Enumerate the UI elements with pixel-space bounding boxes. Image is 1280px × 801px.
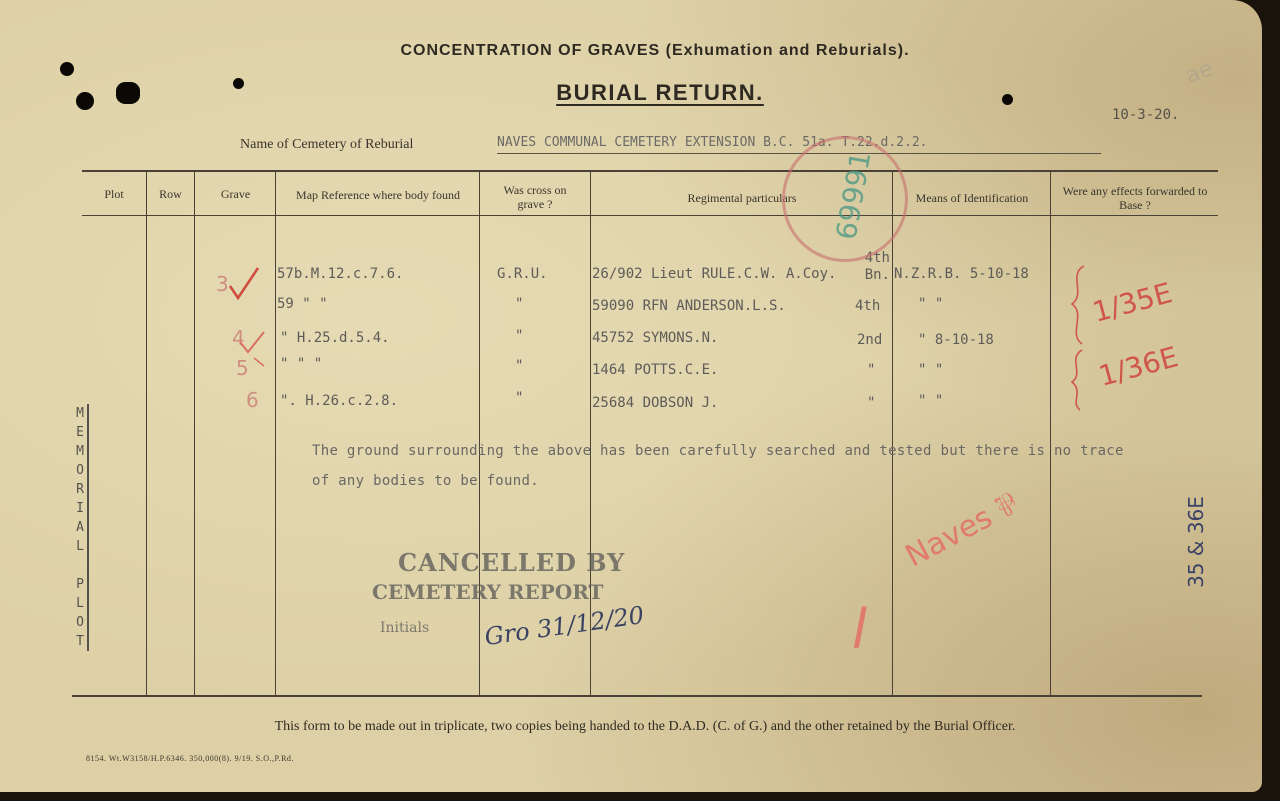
cross-value: "	[515, 296, 524, 312]
bracket-letter: l	[852, 598, 868, 661]
memorial-plot-letter: M	[76, 406, 84, 421]
column-divider	[892, 172, 893, 695]
column-header-map-reference: Map Reference where body found	[296, 188, 460, 202]
table-top-rule	[82, 170, 1218, 172]
memorial-plot-letter	[73, 556, 87, 575]
check-icon	[240, 332, 264, 352]
form-date: 10-3-20.	[1112, 107, 1180, 123]
check-icon	[254, 358, 264, 366]
search-note-line-1: The ground surrounding the above has been carefully searched and tested but there is no trace	[312, 443, 1124, 459]
grave-number: 4	[232, 326, 245, 350]
naves-annotation: Naves ⅌	[899, 486, 1024, 575]
map-reference: " H.25.d.5.4.	[280, 330, 390, 346]
map-reference: 57b.M.12.c.7.6.	[277, 266, 404, 282]
stamp-number: 69991	[829, 148, 878, 243]
map-reference: 59 " "	[277, 296, 328, 312]
cross-value: "	[515, 358, 524, 374]
identification: " "	[918, 296, 944, 312]
memorial-plot-letter: O	[76, 615, 84, 630]
column-divider	[194, 172, 195, 695]
column-header-grave: Grave	[220, 187, 251, 201]
column-divider	[146, 172, 147, 695]
map-reference: " " "	[280, 356, 323, 372]
memorial-plot-letter: I	[76, 501, 84, 516]
memorial-plot-label	[73, 404, 89, 651]
regimental-particulars: 25684 DOBSON J.	[592, 395, 719, 411]
footer-instruction: This form to be made out in triplicate, two copies being handed to the D.A.D. (C. of G.) and the other retained by the Burial Officer.	[274, 719, 1016, 734]
pencil-mark: ae	[1182, 56, 1217, 89]
grave-number: 5	[236, 356, 249, 380]
check-icon	[230, 268, 258, 298]
base-reference-top: 1/35E	[1089, 276, 1176, 329]
battalion: "	[867, 395, 876, 411]
identification: N.Z.R.B. 5-10-18	[894, 266, 1029, 282]
regimental-particulars: 59090 RFN ANDERSON.L.S.	[592, 298, 786, 314]
margin-note: 35 & 36E	[1183, 496, 1208, 588]
column-header-identification: Means of Identification	[915, 191, 1029, 205]
column-header-plot: Plot	[104, 187, 124, 201]
punch-hole	[60, 62, 74, 76]
memorial-plot-letter: E	[76, 425, 84, 440]
cemetery-value: NAVES COMMUNAL CEMETERY EXTENSION B.C. 51a. T.22.d.2.2.	[497, 135, 1101, 154]
table-bottom-rule	[72, 695, 1202, 697]
cross-value: G.R.U.	[497, 266, 548, 282]
red-tick-marks	[220, 262, 280, 412]
column-header-regimental: Regimental particulars	[687, 191, 797, 205]
regimental-particulars: 26/902 Lieut RULE.C.W. A.Coy.	[592, 266, 837, 282]
column-divider	[1050, 172, 1051, 695]
table-header-rule	[82, 215, 1218, 216]
memorial-plot-letter: A	[76, 520, 84, 535]
identification: " "	[918, 393, 944, 409]
battalion: "	[867, 362, 876, 378]
memorial-plot-letter: O	[76, 463, 84, 478]
identification: " 8-10-18	[918, 332, 994, 348]
identification: " "	[918, 362, 944, 378]
column-header-cross: Was cross on grave ?	[503, 183, 567, 211]
printer-imprint: 8154. Wt.W3158/H.P.6346. 350,000(8). 9/19. S.O.,P.Rd.	[86, 754, 294, 763]
grave-number: 3	[216, 272, 229, 296]
initials-label: Initials	[380, 620, 430, 636]
column-divider	[479, 172, 480, 695]
cross-value: "	[515, 390, 524, 406]
cemetery-label: Name of Cemetery of Reburial	[240, 137, 414, 152]
memorial-plot-letter: L	[76, 539, 84, 554]
regimental-particulars: 1464 POTTS.C.E.	[592, 362, 719, 378]
base-reference-bottom: 1/36E	[1095, 340, 1182, 393]
cancelled-stamp-line-2: CEMETERY REPORT	[372, 580, 604, 604]
cross-value: "	[515, 328, 524, 344]
memorial-plot-letter: L	[76, 596, 84, 611]
red-brace-marks	[1064, 264, 1094, 414]
column-divider	[275, 172, 276, 695]
form-subtitle: BURIAL RETURN.	[556, 80, 764, 105]
column-header-effects: Were any effects forwarded to Base ?	[1062, 184, 1208, 212]
memorial-plot-letter: M	[76, 444, 84, 459]
form-title: CONCENTRATION OF GRAVES (Exhumation and Reburials).	[400, 42, 910, 59]
battalion: 4th Bn.	[864, 250, 890, 283]
memorial-plot-letter: R	[76, 482, 84, 497]
search-note-line-2: of any bodies to be found.	[312, 473, 539, 489]
memorial-plot-letter: P	[76, 577, 84, 592]
circular-stamp	[782, 136, 908, 262]
battalion: 4th	[855, 298, 881, 314]
regimental-particulars: 45752 SYMONS.N.	[592, 330, 719, 346]
signature: Gro 31/12/20	[482, 600, 646, 652]
cancelled-stamp-line-1: CANCELLED BY	[398, 548, 626, 577]
map-reference: ". H.26.c.2.8.	[280, 393, 399, 409]
column-header-row: Row	[159, 187, 182, 201]
memorial-plot-letter: T	[76, 634, 84, 649]
battalion: 2nd	[857, 332, 883, 348]
grave-number: 6	[246, 388, 259, 412]
